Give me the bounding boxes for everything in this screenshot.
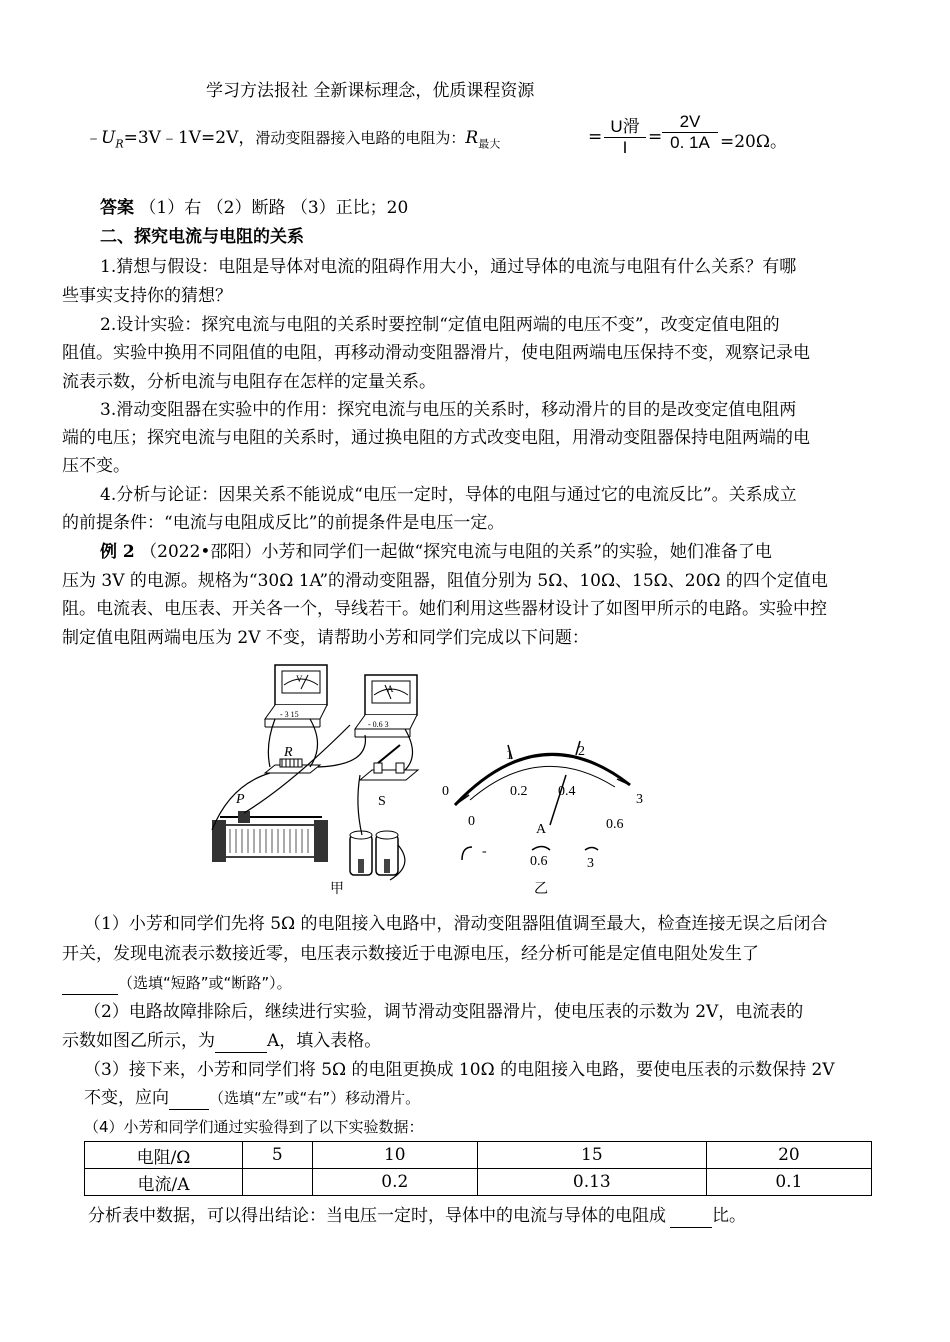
q1-line-2: 开关，发现电流表示数接近零，电压表示数接近于电源电压，经分析可能是定值电阻处发生了 (62, 944, 759, 964)
table-cell: 0.13 (477, 1169, 706, 1196)
example-line-2: 压为 3V 的电源。规格为“30Ω 1A”的滑动变阻器，阻值分别为 5Ω、10Ω、15Ω、20Ω 的四个定值电 (62, 571, 828, 591)
fraction-1-denominator: I (622, 138, 628, 157)
fraction-2-numerator: 2V (662, 112, 718, 133)
table-cell: 电流/A (85, 1169, 243, 1196)
dial-terminal-3: 3 (587, 856, 594, 871)
voltmeter-letter: V (296, 674, 303, 684)
table-cell: 15 (477, 1142, 706, 1169)
q2-text-a: 示数如图乙所示，为 (62, 1031, 215, 1051)
table-cell-blank[interactable] (243, 1169, 313, 1196)
q3-line-2 (84, 1087, 420, 1110)
answer-text: （1）右 （2）断路 （3）正比；20 (139, 198, 409, 218)
q3-text-a: 不变，应向 (84, 1088, 169, 1108)
formula-eq1: = (588, 127, 603, 147)
slider-label: P (236, 792, 245, 807)
battery (350, 831, 398, 875)
table-cell: 20 (706, 1142, 871, 1169)
answer-label: 答案 (100, 198, 134, 218)
table-cell: 0.1 (706, 1169, 871, 1196)
ammeter-terminals: - 0.6 3 (368, 720, 389, 729)
formula-text: 滑动变阻器接入电路的电阻为： (255, 129, 466, 147)
dial-unit: A (536, 822, 547, 837)
table-cell: 10 (312, 1142, 477, 1169)
q1-line-1: （1）小芳和同学们先将 5Ω 的电阻接入电路中，滑动变阻器阻值调至最大，检查连接无误之后闭合 (84, 914, 828, 934)
fraction-2-denominator: 0. 1A (670, 133, 710, 152)
para-2-line-1: 2.设计实验：探究电流与电阻的关系时要控制“定值电阻两端的电压不变”，改变定值电阻的 (100, 315, 780, 335)
q1-line-3 (62, 972, 292, 995)
q3-answer-blank[interactable] (169, 1087, 209, 1110)
table-cell: 5 (243, 1142, 313, 1169)
formula-rsub: 最大 (478, 137, 501, 151)
para-4-line-2: 的前提条件：“电流与电阻成反比”的前提条件是电压一定。 (62, 513, 505, 533)
dial-terminal-06: 0.6 (530, 854, 548, 869)
q2-text-b: A，填入表格。 (267, 1031, 382, 1051)
para-3-line-1: 3.滑动变阻器在实验中的作用：探究电流与电压的关系时，移动滑片的目的是改变定值电阻两 (100, 400, 797, 420)
q1-hint: （选填“短路”或“断路”）。 (118, 974, 292, 992)
q2-line-1: （2）电路故障排除后，继续进行实验，调节滑动变阻器滑片，使电压表的示数为 2V，电流表的 (84, 1002, 804, 1022)
table-row (85, 1142, 872, 1169)
q2-line-2 (62, 1030, 381, 1053)
para-4-line-1: 4.分析与论证：因果关系不能说成“电压一定时，导体的电阻与通过它的电流反比”。关系成立 (100, 485, 797, 505)
page-header: 学习方法报社 全新课标理念，优质课程资源 (206, 81, 535, 101)
formula-result: =20Ω。 (720, 132, 787, 152)
conclusion-text-a: 分析表中数据，可以得出结论：当电压一定时，导体中的电流与导体的电阻成 (88, 1206, 666, 1226)
dial-bottom-3: 0.6 (606, 817, 624, 832)
conclusion-answer-blank[interactable] (670, 1205, 712, 1228)
formula-fraction-2 (662, 112, 718, 153)
switch (360, 745, 418, 809)
ammeter (355, 675, 417, 737)
resistor-label: R (284, 745, 293, 760)
dial-top-3: 3 (636, 792, 643, 807)
formula-lead: ﹣U (84, 128, 116, 148)
para-1-line-1: 1.猜想与假设：电阻是导体对电流的阻碍作用大小，通过导体的电流与电阻有什么关系？有哪 (100, 257, 797, 277)
para-1-line-2: 些事实支持你的猜想？ (62, 286, 232, 306)
answer-line (100, 197, 408, 219)
ammeter-dial (442, 741, 643, 897)
section-title: 二、探究电流与电阻的关系 (100, 227, 304, 247)
example-line-3: 阻。电流表、电压表、开关各一个，导线若干。她们利用这些器材设计了如图甲所示的电路。实验中控 (62, 599, 827, 619)
dial-bottom-1: 0.2 (510, 784, 528, 799)
dial-top-0: 0 (442, 784, 449, 799)
dial-top-1: 1 (506, 748, 513, 763)
table-row (85, 1169, 872, 1196)
example-text-1: （2022•邵阳）小芳和同学们一起做“探究电流与电阻的关系”的实验，她们准备了电 (140, 542, 772, 562)
dial-bottom-2: 0.4 (558, 784, 576, 799)
formula-lead-sub: R (115, 137, 124, 151)
rheostat (212, 792, 328, 862)
formula-expr: =3V﹣1V=2V， (123, 128, 256, 148)
fraction-1-numerator: U滑 (604, 112, 646, 138)
circuit-figure (190, 655, 670, 900)
figure-label-jia: 甲 (330, 882, 344, 897)
formula-eq2: = (648, 127, 663, 147)
ammeter-letter: A (387, 684, 394, 694)
resistor-board (265, 745, 320, 773)
q3-line-1: （3）接下来，小芳和同学们将 5Ω 的电阻更换成 10Ω 的电阻接入电路，要使电压表的示数保持 2V (84, 1060, 835, 1080)
formula-line (84, 127, 500, 155)
voltmeter (265, 665, 327, 727)
switch-label: S (378, 794, 386, 809)
example-line-4: 制定值电阻两端电压为 2V 不变，请帮助小芳和同学们完成以下问题： (62, 628, 589, 648)
formula-fraction-1 (604, 112, 646, 158)
q2-answer-blank[interactable] (215, 1030, 267, 1053)
table-cell: 电阻/Ω (85, 1142, 243, 1169)
example-label: 例 2 (100, 542, 135, 562)
dial-bottom-0: 0 (468, 814, 475, 829)
dial-terminal-neg: - (482, 844, 487, 859)
dial-top-2: 2 (578, 744, 585, 759)
q3-text-b: （选填“左”或“右”）移动滑片。 (209, 1089, 421, 1107)
table-cell: 0.2 (312, 1169, 477, 1196)
figure-label-yi: 乙 (534, 882, 548, 897)
conclusion-line (88, 1205, 746, 1228)
para-2-line-2: 阻值。实验中换用不同阻值的电阻，再移动滑动变阻器滑片，使电阻两端电压保持不变，观察记录电 (62, 343, 810, 363)
formula-r: R (465, 128, 479, 148)
q4-line-1: （4）小芳和同学们通过实验得到了以下实验数据： (84, 1118, 424, 1136)
para-2-line-3: 流表示数，分析电流与电阻存在怎样的定量关系。 (62, 372, 436, 392)
para-3-line-3: 压不变。 (62, 456, 130, 476)
q1-answer-blank[interactable] (62, 972, 118, 995)
para-3-line-2: 端的电压；探究电流与电阻的关系时，通过换电阻的方式改变电阻，用滑动变阻器保持电阻两端的电 (62, 428, 810, 448)
data-table (84, 1141, 872, 1196)
voltmeter-terminals: - 3 15 (280, 710, 299, 719)
example-line-1 (100, 541, 772, 563)
conclusion-text-b: 比。 (712, 1206, 746, 1226)
